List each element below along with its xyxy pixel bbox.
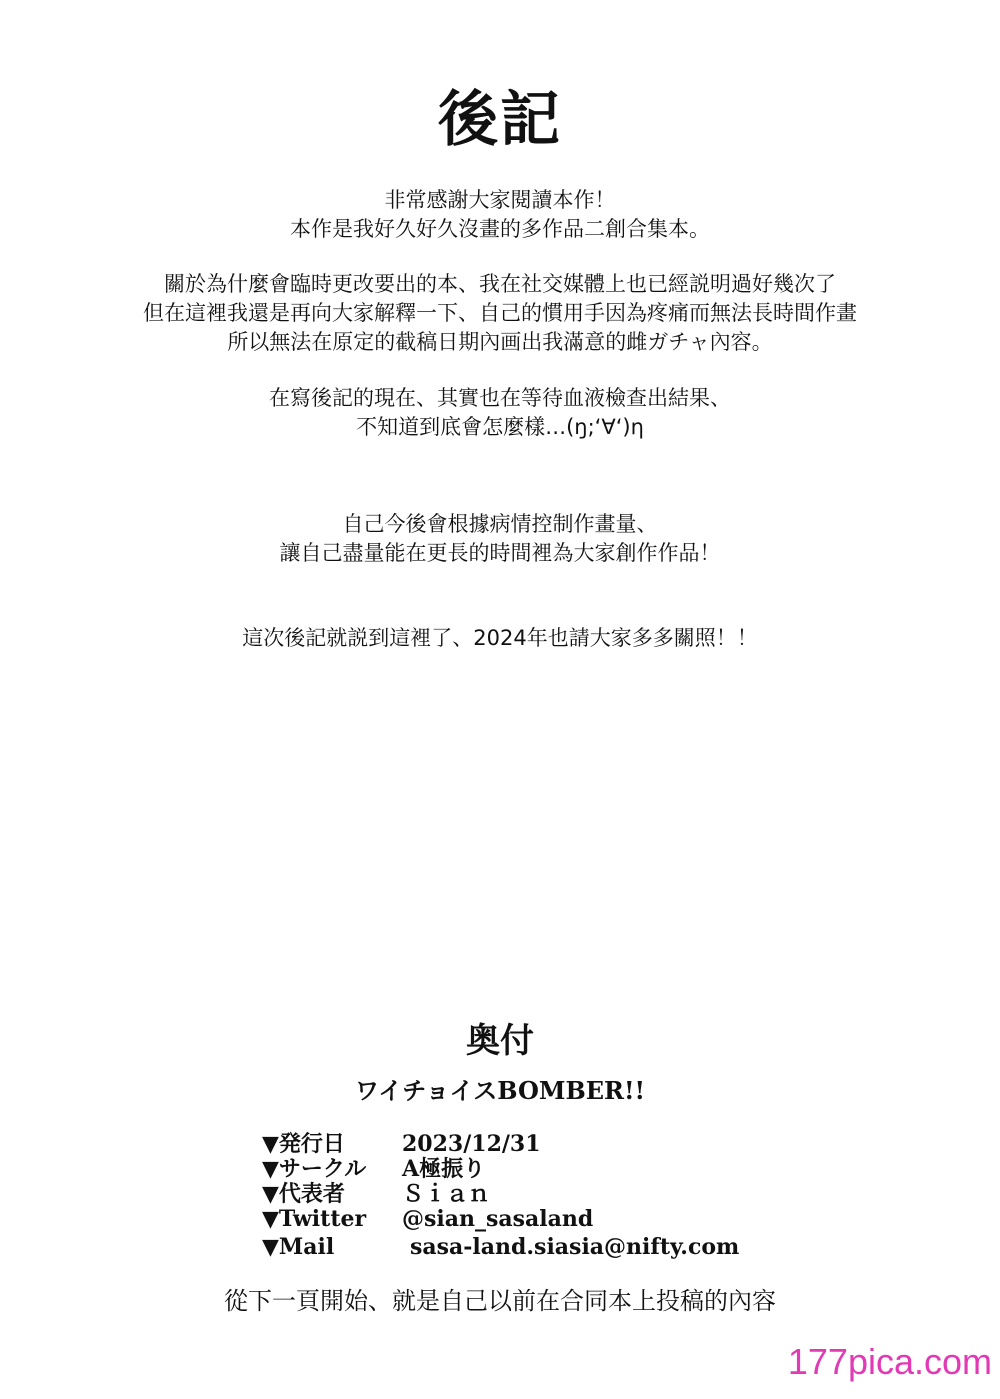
colophon-label: ▼Mail (262, 1234, 335, 1260)
next-page-note: 從下一頁開始、就是自己以前在合同本上投稿的內容 (224, 1287, 776, 1315)
afterword-line: 自己今後會根據病情控制作畫量、 (342, 512, 658, 536)
afterword-paragraph-5 (0, 624, 1000, 653)
afterword-line: 但在這裡我還是再向大家解釋一下、自己的慣用手因為疼痛而無法長時間作畫 (143, 301, 857, 325)
afterword-paragraph-2 (0, 270, 1000, 357)
colophon-label: ▼代表者 (262, 1181, 345, 1207)
colophon-value: 2023/12/31 (402, 1131, 541, 1157)
afterword-line: 所以無法在原定的截稿日期內画出我滿意的雌ガチャ內容。 (227, 330, 773, 354)
afterword-paragraph-1 (0, 186, 1000, 244)
colophon-value: sasa-land.siasia@nifty.com (410, 1234, 740, 1260)
colophon-value: Ｓｉａｎ (402, 1181, 491, 1207)
afterword-line: 不知道到底會怎麼樣…(ŋ;‘∀‘)η (356, 415, 644, 439)
afterword-title: 後記 (438, 85, 562, 155)
book-title: ワイチョイスBOMBER!! (354, 1076, 646, 1105)
afterword-line: 讓自己盡量能在更長的時間裡為大家創作作品！ (279, 541, 721, 565)
afterword-line: 本作是我好久好久沒畫的多作品二創合集本。 (290, 217, 710, 241)
colophon-title: 奥付 (466, 1021, 534, 1061)
afterword-paragraph-3 (0, 384, 1000, 442)
colophon-label: ▼発行日 (262, 1131, 345, 1157)
watermark-text: 177pica.com (787, 1341, 992, 1382)
colophon-label: ▼Twitter (262, 1206, 367, 1232)
afterword-line: 非常感謝大家閱讀本作！ (384, 188, 616, 212)
colophon-value: A極振り (402, 1156, 486, 1182)
colophon-value: @sian_sasaland (402, 1206, 594, 1232)
colophon-label: ▼サークル (262, 1156, 367, 1182)
afterword-line: 在寫後記的現在、其實也在等待血液檢查出結果、 (269, 386, 731, 410)
afterword-paragraph-4 (0, 510, 1000, 568)
afterword-line: 這次後記就説到這裡了、2024年也請大家多多關照！！ (242, 626, 758, 650)
afterword-line: 關於為什麼會臨時更改要出的本、我在社交媒體上也已經説明過好幾次了 (164, 272, 836, 296)
